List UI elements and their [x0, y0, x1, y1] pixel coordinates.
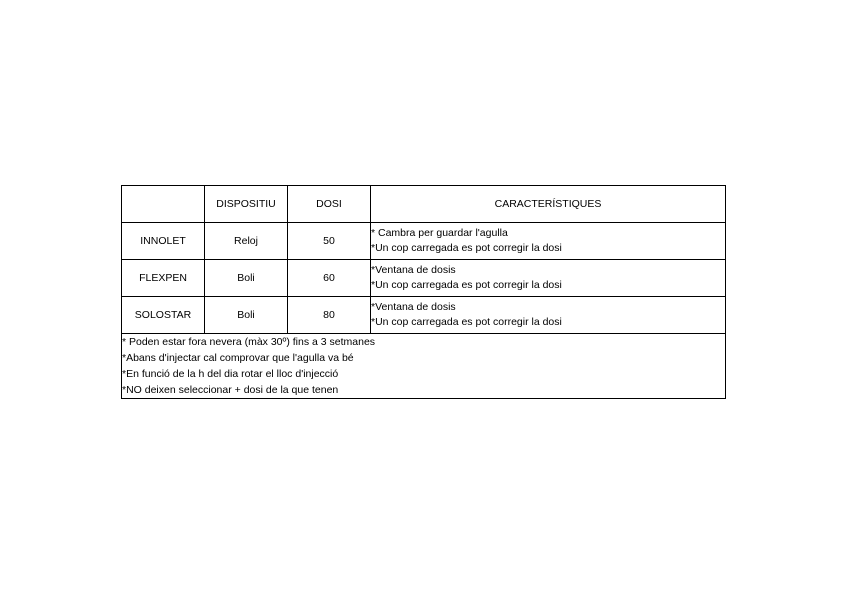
- row-device-cell: Boli: [205, 297, 288, 334]
- note-line: * Poden estar fora nevera (màx 30º) fins a 3 setmanes: [122, 336, 376, 348]
- row-dose-cell: 50: [288, 223, 371, 260]
- feature-line: *Ventana de dosis: [371, 301, 456, 313]
- row-features-cell: [371, 297, 726, 334]
- feature-line: *Ventana de dosis: [371, 264, 456, 276]
- header-cell-features: CARACTERÍSTIQUES: [371, 186, 726, 223]
- row-device-cell: Reloj: [205, 223, 288, 260]
- row-dose-cell: 80: [288, 297, 371, 334]
- header-cell-device: DISPOSITIU: [205, 186, 288, 223]
- notes-cell: [122, 334, 726, 399]
- feature-line: *Un cop carregada es pot corregir la dosi: [371, 242, 562, 254]
- row-features-cell: [371, 260, 726, 297]
- header-cell-dose: DOSI: [288, 186, 371, 223]
- table-header-row: [122, 186, 726, 223]
- note-line: *NO deixen seleccionar + dosi de la que tenen: [122, 384, 339, 396]
- note-line: *En funció de la h del dia rotar el lloc d'injecció: [122, 368, 339, 380]
- table-row: [122, 223, 726, 260]
- feature-line: *Un cop carregada es pot corregir la dosi: [371, 279, 562, 291]
- table-notes-row: [122, 334, 726, 399]
- table-row: [122, 260, 726, 297]
- feature-line: * Cambra per guardar l'agulla: [371, 227, 508, 239]
- row-device-cell: Boli: [205, 260, 288, 297]
- row-name-cell: SOLOSTAR: [122, 297, 205, 334]
- header-cell-empty: [122, 186, 205, 223]
- insulin-devices-table: [121, 185, 726, 399]
- feature-line: *Un cop carregada es pot corregir la dosi: [371, 316, 562, 328]
- row-dose-cell: 60: [288, 260, 371, 297]
- row-name-cell: INNOLET: [122, 223, 205, 260]
- row-name-cell: FLEXPEN: [122, 260, 205, 297]
- row-features-cell: [371, 223, 726, 260]
- table-row: [122, 297, 726, 334]
- note-line: *Abans d'injectar cal comprovar que l'agulla va bé: [122, 352, 354, 364]
